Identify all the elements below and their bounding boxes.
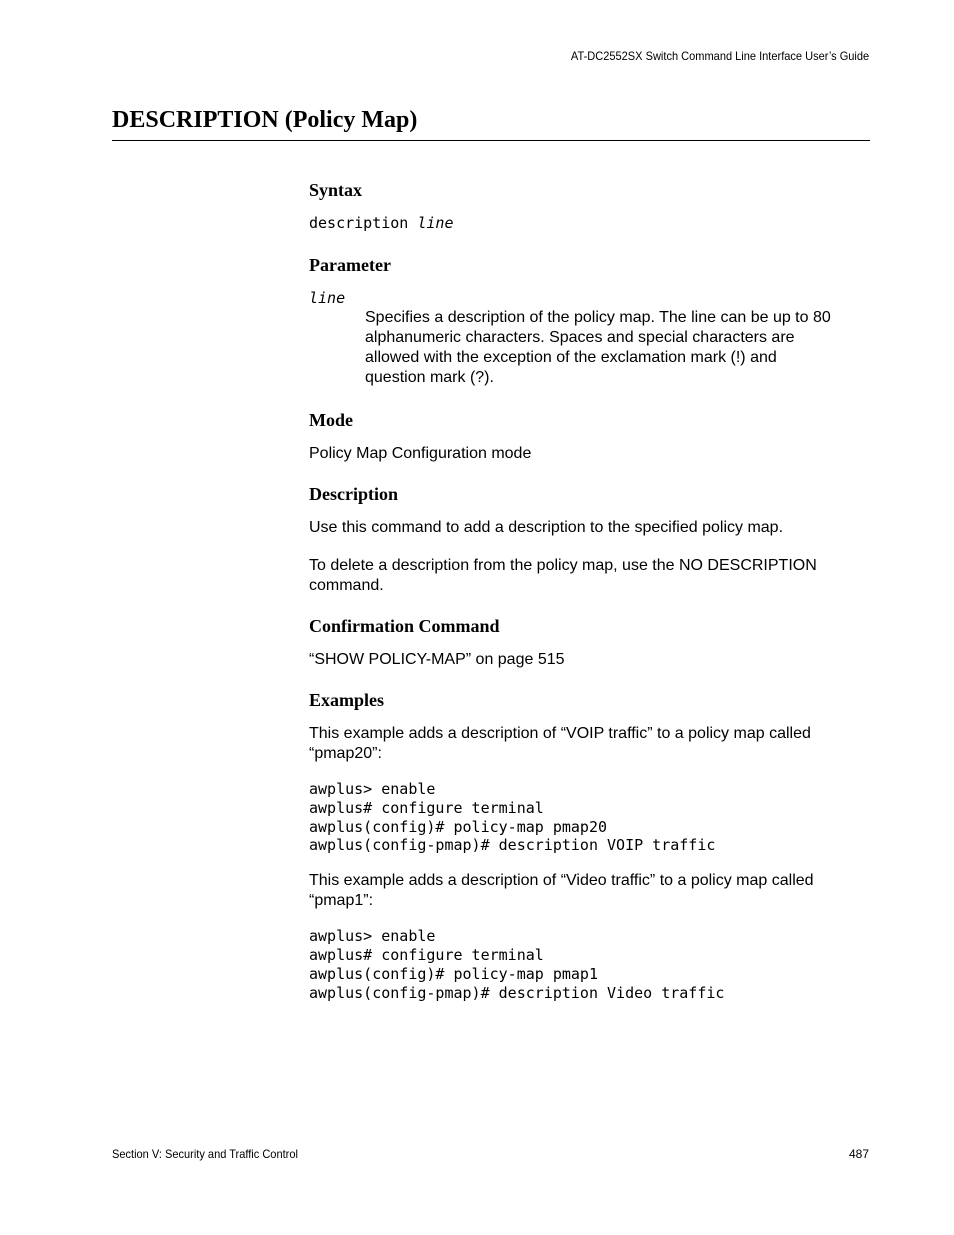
syntax-heading: Syntax — [309, 180, 363, 200]
examples-heading: Examples — [309, 690, 385, 710]
parameter-description-line: alphanumeric characters. Spaces and special characters are — [365, 329, 795, 346]
code-line: awplus# configure terminal — [309, 945, 544, 964]
example-2-intro-line: “pmap1”: — [309, 892, 374, 910]
syntax-line — [309, 214, 870, 233]
parameter-name: line — [309, 289, 346, 307]
confirmation-heading: Confirmation Command — [309, 616, 500, 636]
parameter-description — [365, 308, 870, 388]
parameter-description-line: allowed with the exception of the exclamation mark (!) and — [365, 349, 777, 366]
example-2-code — [309, 927, 870, 1002]
code-line: awplus(config-pmap)# description VOIP traffic — [309, 836, 716, 855]
parameter-description-line: Specifies a description of the policy map. The line can be up to 80 — [365, 309, 831, 326]
example-1-intro-line: “pmap20”: — [309, 745, 382, 762]
code-line: awplus(config)# policy-map pmap20 — [309, 817, 608, 836]
page-title: DESCRIPTION (Policy Map) — [112, 107, 418, 133]
example-2-intro-line: This example adds a description of “Video traffic” to a policy map called — [309, 872, 814, 890]
confirmation-link[interactable]: “SHOW POLICY-MAP” on page 515 — [309, 651, 565, 668]
code-line: awplus> enable — [309, 927, 436, 946]
syntax-argument: line — [417, 214, 454, 232]
code-line: awplus# configure terminal — [309, 798, 544, 817]
title-rule — [112, 140, 870, 141]
parameter-heading: Parameter — [309, 255, 391, 275]
mode-heading: Mode — [309, 410, 353, 430]
running-header: AT-DC2552SX Switch Command Line Interface User’s Guide — [570, 49, 869, 63]
content-body — [309, 178, 870, 1002]
code-line: awplus(config)# policy-map pmap1 — [309, 964, 598, 983]
parameter-description-line: question mark (?). — [365, 369, 494, 386]
code-line: awplus> enable — [309, 780, 436, 798]
description-para-1: Use this command to add a description to the specified policy map. — [309, 519, 784, 536]
example-1-code — [309, 780, 870, 855]
footer-page-number: 487 — [848, 1147, 869, 1161]
syntax-command: description — [309, 214, 418, 232]
mode-text: Policy Map Configuration mode — [309, 445, 532, 462]
description-para-2-line: command. — [309, 577, 384, 594]
example-1-intro-line: This example adds a description of “VOIP traffic” to a policy map called — [309, 725, 811, 742]
description-heading: Description — [309, 484, 398, 504]
footer-section: Section V: Security and Traffic Control — [112, 1147, 298, 1161]
code-line: awplus(config-pmap)# description Video traffic — [309, 983, 725, 1002]
description-para-2-line: To delete a description from the policy map, use the NO DESCRIPTION — [309, 557, 817, 574]
